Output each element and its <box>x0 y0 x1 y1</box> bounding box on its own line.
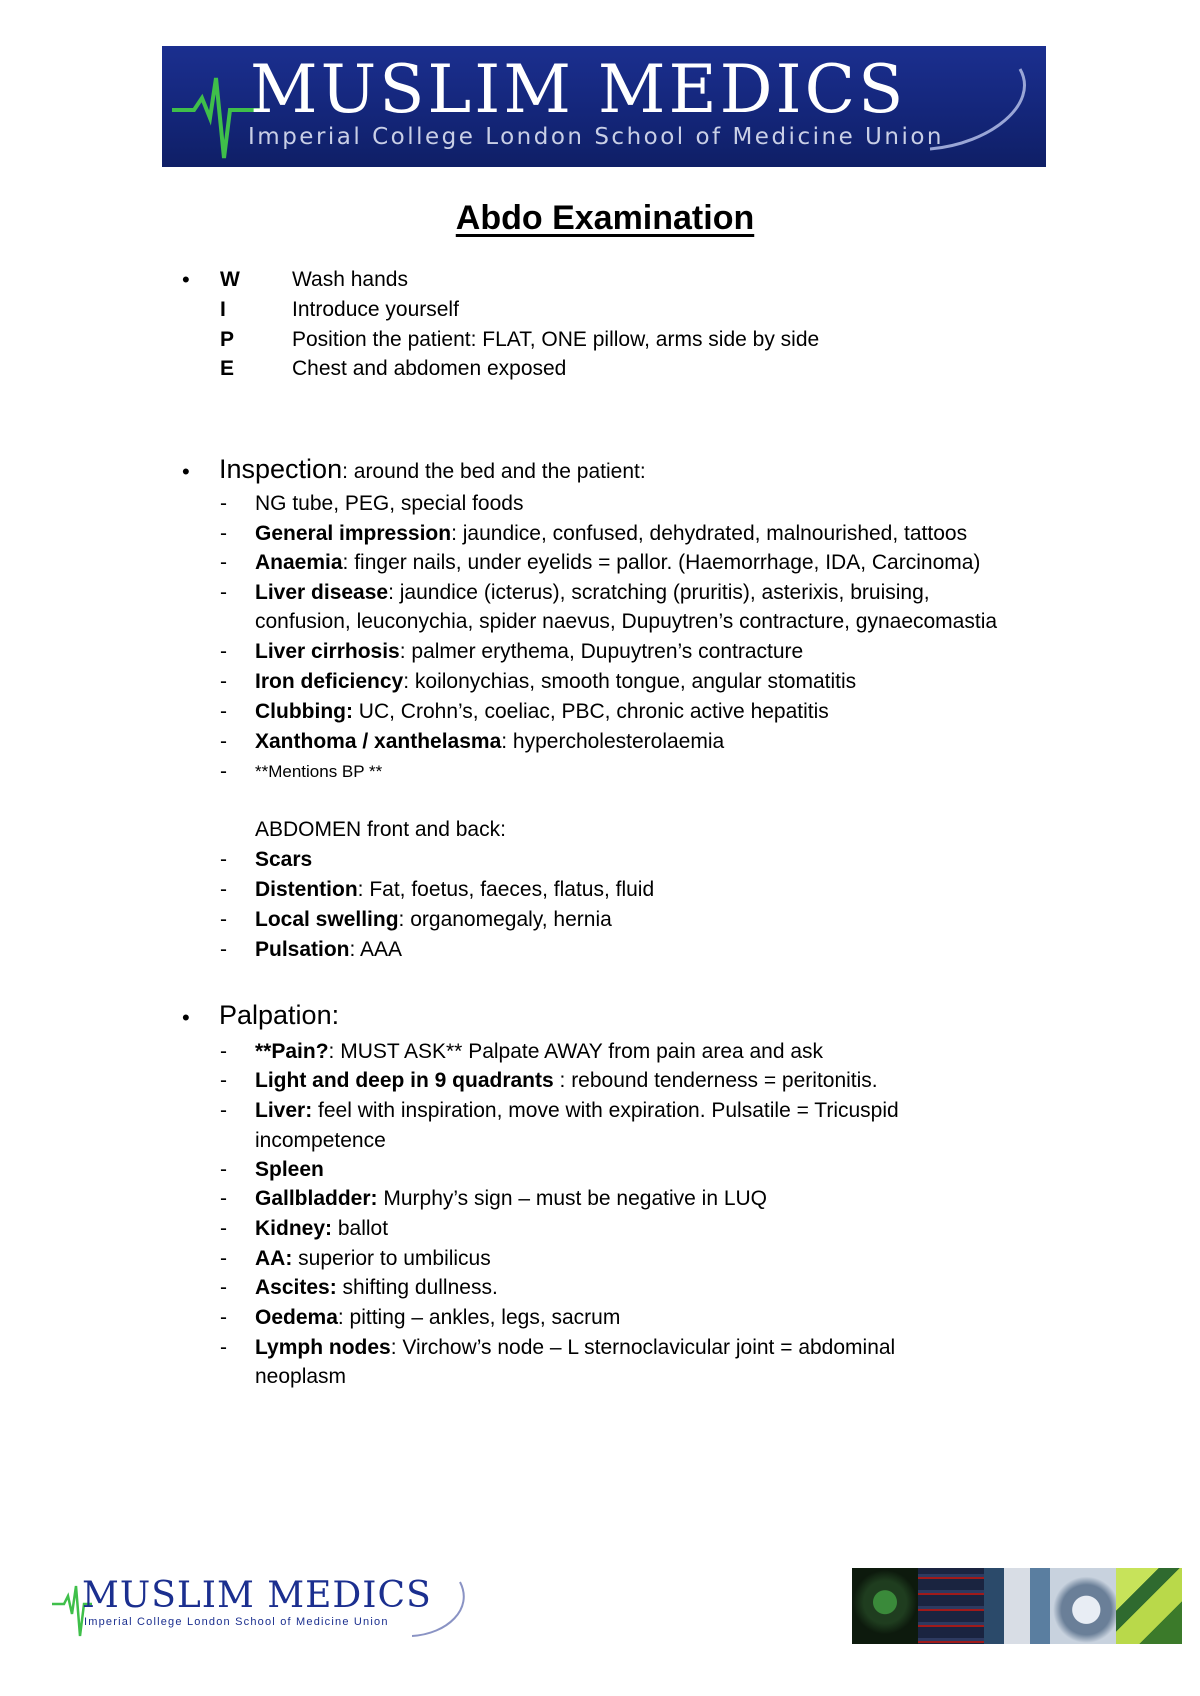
building-image <box>984 1568 1050 1644</box>
stock-ticker-image <box>918 1568 984 1644</box>
list-item: **Mentions BP ** <box>255 762 383 781</box>
dash-marker: - <box>220 1336 227 1359</box>
dash-marker: - <box>220 1099 227 1122</box>
dash-marker: - <box>220 730 227 753</box>
wipe-text: Chest and abdomen exposed <box>292 357 567 380</box>
list-item: Local swelling: organomegaly, hernia <box>255 908 612 931</box>
page-title: Abdo Examination <box>455 199 755 237</box>
dash-marker: - <box>220 878 227 901</box>
dash-marker: - <box>220 1040 227 1063</box>
footer-image-strip <box>852 1568 1182 1644</box>
inspection-heading <box>219 452 646 489</box>
list-item: Oedema: pitting – ankles, legs, sacrum <box>255 1306 621 1329</box>
list-item: **Pain?: MUST ASK** Palpate AWAY from pain area and ask <box>255 1040 824 1063</box>
list-item: Liver disease: jaundice (icterus), scratching (pruritis), asterixis, bruising, <box>255 581 930 604</box>
abdomen-subheading: ABDOMEN front and back: <box>255 818 506 841</box>
footer-title: MUSLIM MEDICS <box>82 1575 432 1616</box>
list-item: Iron deficiency: koilonychias, smooth tongue, angular stomatitis <box>255 670 857 693</box>
list-item: NG tube, PEG, special foods <box>255 492 524 515</box>
dash-marker: - <box>220 492 227 515</box>
list-item-continuation: incompetence <box>255 1129 386 1152</box>
dash-marker: - <box>220 1217 227 1240</box>
bullet-icon: • <box>182 459 190 484</box>
dash-marker: - <box>220 938 227 961</box>
dash-marker: - <box>220 1158 227 1181</box>
list-item: Ascites: shifting dullness. <box>255 1276 498 1299</box>
wipe-text: Position the patient: FLAT, ONE pillow, arms side by side <box>292 328 820 351</box>
list-item: Clubbing: UC, Crohn’s, coeliac, PBC, chronic active hepatitis <box>255 700 829 723</box>
dash-marker: - <box>220 1306 227 1329</box>
dash-marker: - <box>220 1247 227 1270</box>
wipe-text: Wash hands <box>292 268 408 291</box>
wipe-text: Introduce yourself <box>292 298 459 321</box>
mosque-dome-image <box>852 1568 918 1644</box>
list-item: Light and deep in 9 quadrants : rebound tenderness = peritonitis. <box>255 1069 878 1092</box>
inspection-heading-label: Inspection <box>219 454 343 484</box>
dash-marker: - <box>220 700 227 723</box>
list-item: Pulsation: AAA <box>255 938 403 961</box>
dash-marker: - <box>220 848 227 871</box>
calligraphy-image <box>1116 1568 1182 1644</box>
footer-subtitle: Imperial College London School of Medicine Union <box>84 1616 389 1628</box>
footer-logo <box>52 1572 472 1652</box>
dash-marker: - <box>220 640 227 663</box>
wipe-letter: P <box>220 328 235 351</box>
header-banner <box>162 46 1046 167</box>
list-item-continuation: confusion, leuconychia, spider naevus, Dupuytren’s contracture, gynaecomastia <box>255 610 998 633</box>
wipe-letter: E <box>220 357 235 380</box>
banner-title: MUSLIM MEDICS <box>250 51 907 128</box>
list-item-continuation: neoplasm <box>255 1365 347 1388</box>
dash-marker: - <box>220 1187 227 1210</box>
wipe-letter: W <box>220 268 240 291</box>
banner-subtitle: Imperial College London School of Medicine Union <box>248 124 944 150</box>
list-item: Gallbladder: Murphy’s sign – must be negative in LUQ <box>255 1187 768 1210</box>
bullet-icon: • <box>182 1005 190 1030</box>
bullet-icon: • <box>182 267 190 292</box>
dash-marker: - <box>220 1276 227 1299</box>
wipe-letter: I <box>220 298 226 321</box>
dash-marker: - <box>220 522 227 545</box>
dash-marker: - <box>220 551 227 574</box>
list-item: Anaemia: finger nails, under eyelids = pallor. (Haemorrhage, IDA, Carcinoma) <box>255 551 981 574</box>
list-item: Scars <box>255 848 313 871</box>
stethoscope-image <box>1050 1568 1116 1644</box>
dash-marker: - <box>220 670 227 693</box>
list-item: Lymph nodes: Virchow’s node – L sternoclavicular joint = abdominal <box>255 1336 896 1359</box>
list-item: Liver: feel with inspiration, move with expiration. Pulsatile = Tricuspid <box>255 1099 899 1122</box>
list-item: Spleen <box>255 1158 324 1181</box>
dash-marker: - <box>220 1069 227 1092</box>
list-item: Distention: Fat, foetus, faeces, flatus, fluid <box>255 878 655 901</box>
dash-marker: - <box>220 760 227 783</box>
inspection-heading-tail: : around the bed and the patient: <box>342 460 646 483</box>
list-item: Kidney: ballot <box>255 1217 389 1240</box>
list-item: Xanthoma / xanthelasma: hypercholesterolaemia <box>255 730 725 753</box>
list-item: Liver cirrhosis: palmer erythema, Dupuytren’s contracture <box>255 640 804 663</box>
palpation-heading: Palpation: <box>219 1000 340 1030</box>
list-item: General impression: jaundice, confused, dehydrated, malnourished, tattoos <box>255 522 968 545</box>
dash-marker: - <box>220 908 227 931</box>
dash-marker: - <box>220 581 227 604</box>
list-item: AA: superior to umbilicus <box>255 1247 491 1270</box>
